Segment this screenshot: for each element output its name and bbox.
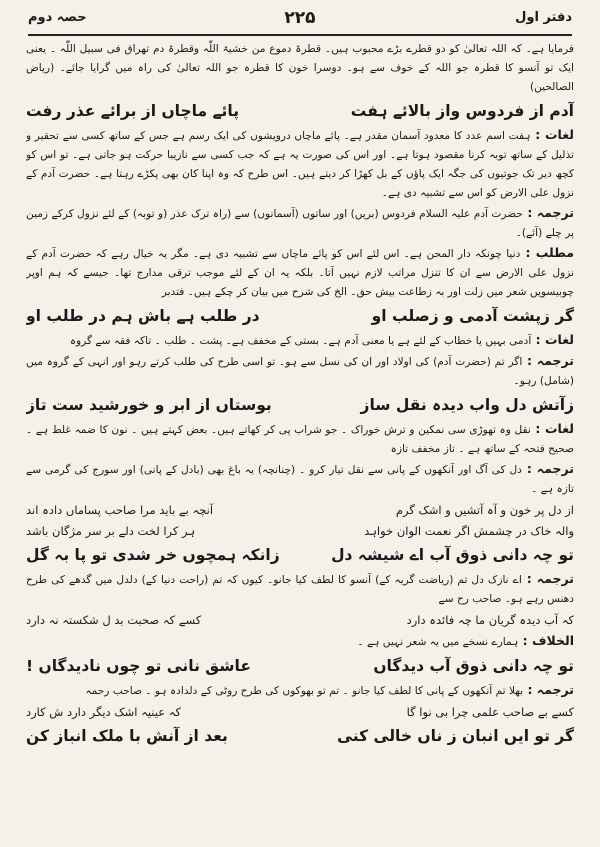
paragraph-label: ترجمہ : xyxy=(521,571,574,586)
commentary-paragraph xyxy=(26,459,574,499)
page-header xyxy=(28,8,572,36)
verse-couplet xyxy=(26,723,574,749)
verse-hemistich-first: کہ آب دیدہ گریان ما چہ فائدہ دارد xyxy=(406,613,574,627)
verse-hemistich-second: آنچہ بے باید مرا صاحب پساماں دادہ اند xyxy=(26,503,214,517)
paragraph-text: فرمایا ہے۔ کہ اللہ تعالیٰ کو دو قطرے بڑے محبوب ہیں۔ قطرۃ دموع من خشیۃ اللّٰہ وقطرۃ دم تھراق فی سبیل اللّٰہ ۔ یعنی ایک تو آنسو کا قطرہ جو اللہ کے خوف سے ہو۔ دوسرا خون کا قطرہ جو اللہ تعالیٰ کی راہ میں گرایا جائے۔ (ریاض الصالحین) xyxy=(26,43,574,93)
verse-couplet xyxy=(26,521,574,541)
paragraph-label: الخلاف : xyxy=(518,633,574,648)
verse-hemistich-second: عاشق نانی تو چوں نادیدگاں ! xyxy=(26,657,251,675)
paragraph-label: لغات : xyxy=(530,421,574,436)
verse-hemistich-first: تو چہ دانی ذوق آب دیدگاں xyxy=(373,657,574,675)
verse-couplet xyxy=(26,500,574,520)
verse-hemistich-second: کہ عینیہ اشک دیگر دارد ش کارد xyxy=(26,705,181,719)
commentary-paragraph xyxy=(26,125,574,203)
commentary-paragraph xyxy=(26,631,574,652)
page-number: ۲۲۵ xyxy=(284,8,316,28)
commentary-paragraph xyxy=(26,203,574,243)
verse-couplet xyxy=(26,702,574,722)
paragraph-text: دل کی آگ اور آنکھوں کے پانی سے نقل تیار کرو ۔ (چنانچہ) یہ باغ بھی (بادل کے پانی) اور سورج کی گرمی سے تازہ ہے ۔ xyxy=(26,464,574,495)
verse-hemistich-second: ہر کرا لخت دلے بر سر مژگان باشد xyxy=(26,524,196,538)
verse-couplet xyxy=(26,392,574,418)
volume-label: دفتر اول xyxy=(515,10,572,25)
paragraph-label: ترجمہ : xyxy=(523,682,574,697)
commentary-paragraph xyxy=(26,351,574,391)
verse-couplet xyxy=(26,98,574,124)
paragraph-label: ترجمہ : xyxy=(522,205,574,220)
verse-hemistich-first: کسے بے صاحب علمی چرا بی نوا گا xyxy=(406,705,574,719)
commentary-paragraph xyxy=(26,569,574,609)
paragraph-text: اے نازک دل تم (ریاضت گریہ کے) آنسو کا لطف کیا جانو۔ کیوں کہ تم (راحت دنیا کے) دلدل میں گدھے کی طرح دھنس رہے ہو۔ صاحب رح سے xyxy=(26,574,574,605)
paragraph-label: مطلب : xyxy=(520,245,574,260)
verse-hemistich-second: زانکہ ہمچوں خر شدی تو پا بہ گل xyxy=(26,546,280,564)
verse-couplet xyxy=(26,303,574,329)
paragraph-label: لغات : xyxy=(530,127,574,142)
verse-hemistich-first: تو چہ دانی ذوق آب اے شیشہ دل xyxy=(331,546,574,564)
verse-hemistich-second: پائے ماچاں از برائے عذر رفت xyxy=(26,102,240,120)
paragraph-text: نقل وہ تھوڑی سی نمکین و ترش خوراک ۔ جو شراب پی کر کھاتے ہیں۔ بعض کہتے ہیں ۔ نون کا ضمہ غلط ہے ۔ صحیح فتحہ کے ساتھ ہے ۔ تاز مخفف تازہ xyxy=(26,424,574,455)
commentary-paragraph xyxy=(26,680,574,701)
verse-couplet xyxy=(26,542,574,568)
paragraph-label: ترجمہ : xyxy=(521,461,574,476)
commentary-paragraph xyxy=(26,330,574,351)
paragraph-text: ہمارے نسخے میں یہ شعر نہیں ہے ۔ xyxy=(357,636,519,648)
paragraph-text: حضرت آدم علیہ السلام فردوس (بریں) اور ساتوں (آسمانوں) سے (راہ ترک عذر (و توبہ) کے لئے نزول کرکے زمین پر چلے (آئے)۔ xyxy=(26,208,574,239)
paragraph-label: ترجمہ : xyxy=(522,353,574,368)
paragraph-label: لغات : xyxy=(531,332,574,347)
paragraph-text: ہفت اسم عدد کا معدود آسمان مقدر ہے۔ پائے ماچاں درویشوں کی ایک رسم ہے جس کے ساتھ کسی سے تحقیر و تذلیل کے ساتھ توبہ کرنا مقصود ہوتا ہے۔ اور اس کی صورت یہ ہے کہ جب کسی سے نازیبا حرکت ہو جاتی ہے۔ تو اس کو کچھ دیر تک جوتیوں کی جگہ ایک پاؤں کے بل کھڑا کر دیتے ہیں۔ اس طرح کہ وہ اپنا کان بھی پکڑے رہتا ہے۔ حضرت آدم کے نزول علی الارض کو اس سے تشبیہ دی ہے۔ xyxy=(26,130,574,199)
paragraph-text: آدمی بہیں یا خطاب کے لئے ہے یا معنی آدم ہے۔ بستی کے مخفف ہے۔ پشت ۔ طلب ۔ تاکہ فقہ سے گروہ xyxy=(69,335,532,347)
commentary-paragraph xyxy=(26,243,574,302)
verse-hemistich-second: بعد از آنش با ملک انباز کن xyxy=(26,727,228,745)
verse-hemistich-second: در طلب ہے باش ہم در طلب او xyxy=(26,307,260,325)
verse-hemistich-second: بوستاں از ابر و خورشید ست تاز xyxy=(26,396,272,414)
commentary-paragraph xyxy=(26,419,574,459)
verse-hemistich-second: کسے کہ صحبت بد ل شکستہ نہ دارد xyxy=(26,613,202,627)
verse-hemistich-first: زآتش دل واب دیدہ نقل ساز xyxy=(360,396,574,414)
verse-hemistich-first: از دل پر خون و آہ آتشیں و اشک گرم xyxy=(395,503,574,517)
section-label: حصہ دوم xyxy=(28,10,87,25)
paragraph-text: اگر تم (حضرت آدم) کی اولاد اور ان کی نسل سے ہو۔ تو اسی طرح کی طلب کرتے رہو اور انہی کے گروہ میں (شامل) رہو۔ xyxy=(26,356,574,387)
page-body xyxy=(26,40,574,841)
verse-hemistich-first: گر تو ایں انبان ز ناں خالی کنی xyxy=(337,727,574,745)
paragraph-text: بھلا تم آنکھوں کے پانی کا لطف کیا جانو ۔ تم تو بھوکوں کی طرح روٹی کے دلدادہ ہو ۔ صاحب رحمہ xyxy=(85,685,524,697)
verse-hemistich-first: والہ خاک در چشمش اگر نعمت الوان خواہد xyxy=(364,524,574,538)
paragraph-text: دنیا چونکہ دار المحن ہے۔ اس لئے اس کو پائے ماچاں سے تشبیہ دی ہے۔ مگر یہ خیال رہے کہ حضرت آدم کے نزول علی الارض سے ان کا تنزل مراتب لازم نہیں آتا۔ بلکہ یہ ان کے لئے موجب ترقی مدارج تھا۔ جیسے کہ ہم اوپر چوبیسویں شعر میں زلت اور بہ زطاعت بیش حق۔ الخ کی شرح میں بیان کر چکے ہیں۔ فتدبر xyxy=(26,248,574,298)
verse-couplet xyxy=(26,653,574,679)
verse-hemistich-first: گر زپشت آدمی و زصلب او xyxy=(371,307,574,325)
verse-hemistich-first: آدم از فردوس واز بالائے ہفت xyxy=(350,102,574,120)
verse-couplet xyxy=(26,610,574,630)
commentary-paragraph xyxy=(26,40,574,97)
